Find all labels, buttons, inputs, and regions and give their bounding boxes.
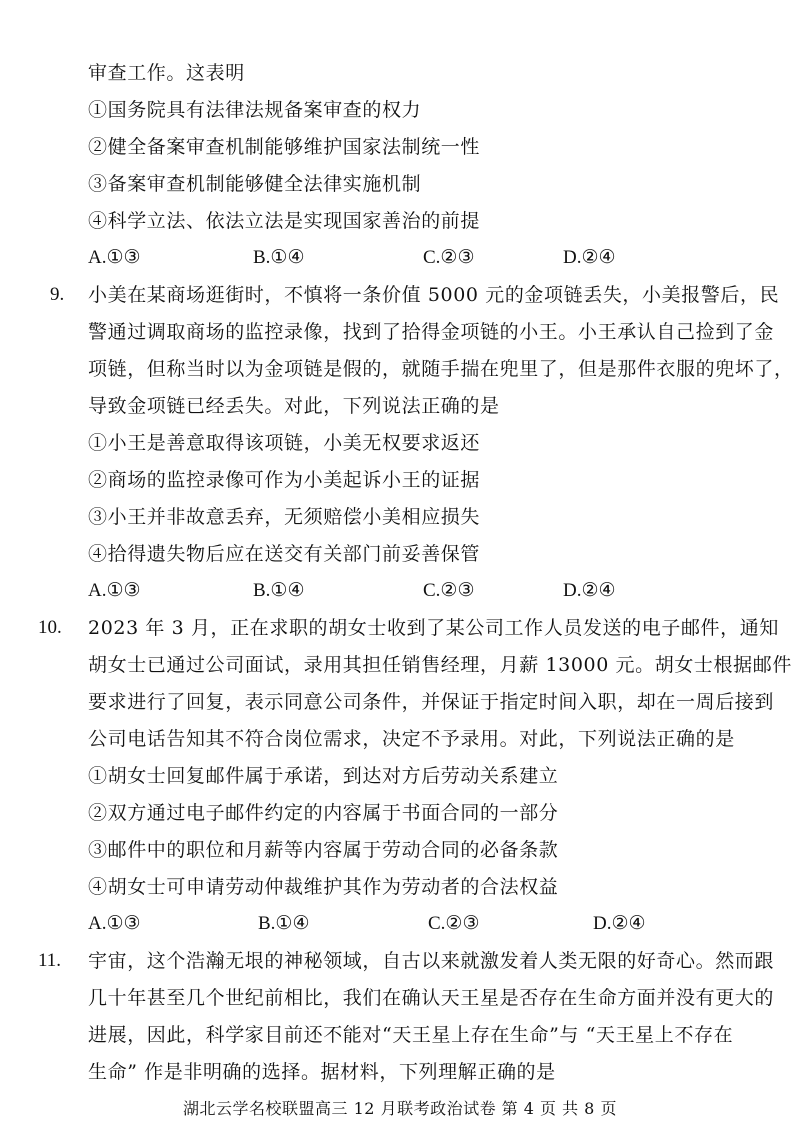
q9-statement-4: ④拾得遗失物后应在送交有关部门前妥善保管 — [88, 543, 481, 565]
q9-stem-line-2: 警通过调取商场的监控录像，找到了拾得金项链的小王。小王承认自己捡到了金 — [88, 321, 775, 343]
q8-statement-3: ③备案审查机制能够健全法律实施机制 — [88, 173, 422, 195]
q11-stem-line-4: 生命” 作是非明确的选择。据材料，下列理解正确的是 — [88, 1061, 556, 1083]
q11-stem-line-3: 进展，因此，科学家目前还不能对“天王星上存在生命”与 “天王星上不存在 — [88, 1024, 734, 1046]
q9-choice-d: D.②④ — [563, 580, 616, 601]
q11-number: 11. — [38, 950, 62, 971]
q10-statement-3: ③邮件中的职位和月薪等内容属于劳动合同的必备条款 — [88, 839, 559, 861]
q10-number: 10. — [38, 617, 62, 638]
q9-stem-line-1: 小美在某商场逛街时，不慎将一条价值 5000 元的金项链丢失，小美报警后，民 — [88, 284, 780, 306]
q8-statement-4: ④科学立法、依法立法是实现国家善治的前提 — [88, 210, 481, 232]
q9-choice-c: C.②③ — [423, 580, 475, 601]
q9-statement-2: ②商场的监控录像可作为小美起诉小王的证据 — [88, 469, 481, 491]
q10-statement-1: ①胡女士回复邮件属于承诺，到达对方后劳动关系建立 — [88, 765, 559, 787]
q8-choice-b: B.①④ — [253, 247, 305, 268]
q10-statement-4: ④胡女士可申请劳动仲裁维护其作为劳动者的合法权益 — [88, 876, 559, 898]
q8-choice-c: C.②③ — [423, 247, 475, 268]
q10-choice-d: D.②④ — [593, 913, 646, 934]
q9-choice-b: B.①④ — [253, 580, 305, 601]
q11-stem-line-1: 宇宙，这个浩瀚无垠的神秘领域，自古以来就激发着人类无限的好奇心。然而跟 — [88, 950, 775, 972]
q10-choice-a: A.①③ — [88, 913, 141, 934]
q10-stem-line-3: 要求进行了回复，表示同意公司条件，并保证于指定时间入职，却在一周后接到 — [88, 691, 775, 713]
q10-stem-line-1: 2023 年 3 月，正在求职的胡女士收到了某公司工作人员发送的电子邮件，通知 — [88, 617, 779, 639]
q8-stem-end: 审查工作。这表明 — [88, 62, 245, 84]
q9-number: 9. — [50, 284, 65, 305]
q10-choice-c: C.②③ — [428, 913, 480, 934]
q8-statement-1: ①国务院具有法律法规备案审查的权力 — [88, 99, 422, 121]
q11-stem-line-2: 几十年甚至几个世纪前相比，我们在确认天王星是否存在生命方面并没有更大的 — [88, 987, 775, 1009]
q10-stem-line-4: 公司电话告知其不符合岗位需求，决定不予录用。对此，下列说法正确的是 — [88, 728, 735, 750]
q8-statement-2: ②健全备案审查机制能够维护国家法制统一性 — [88, 136, 481, 158]
q9-statement-3: ③小王并非故意丢弃，无须赔偿小美相应损失 — [88, 506, 481, 528]
q8-choice-a: A.①③ — [88, 247, 141, 268]
page-footer: 湖北云学名校联盟高三 12 月联考政治试卷 第 4 页 共 8 页 — [183, 1099, 617, 1118]
q9-stem-line-3: 项链，但称当时以为金项链是假的，就随手揣在兜里了，但是那件衣服的兜坏了， — [88, 358, 794, 380]
q9-choice-a: A.①③ — [88, 580, 141, 601]
q10-stem-line-2: 胡女士已通过公司面试，录用其担任销售经理，月薪 13000 元。胡女士根据邮件 — [88, 654, 792, 676]
q8-choice-d: D.②④ — [563, 247, 616, 268]
q10-choice-b: B.①④ — [258, 913, 310, 934]
q9-statement-1: ①小王是善意取得该项链，小美无权要求返还 — [88, 432, 481, 454]
q9-stem-line-4: 导致金项链已经丢失。对此，下列说法正确的是 — [88, 395, 500, 417]
q10-statement-2: ②双方通过电子邮件约定的内容属于书面合同的一部分 — [88, 802, 559, 824]
